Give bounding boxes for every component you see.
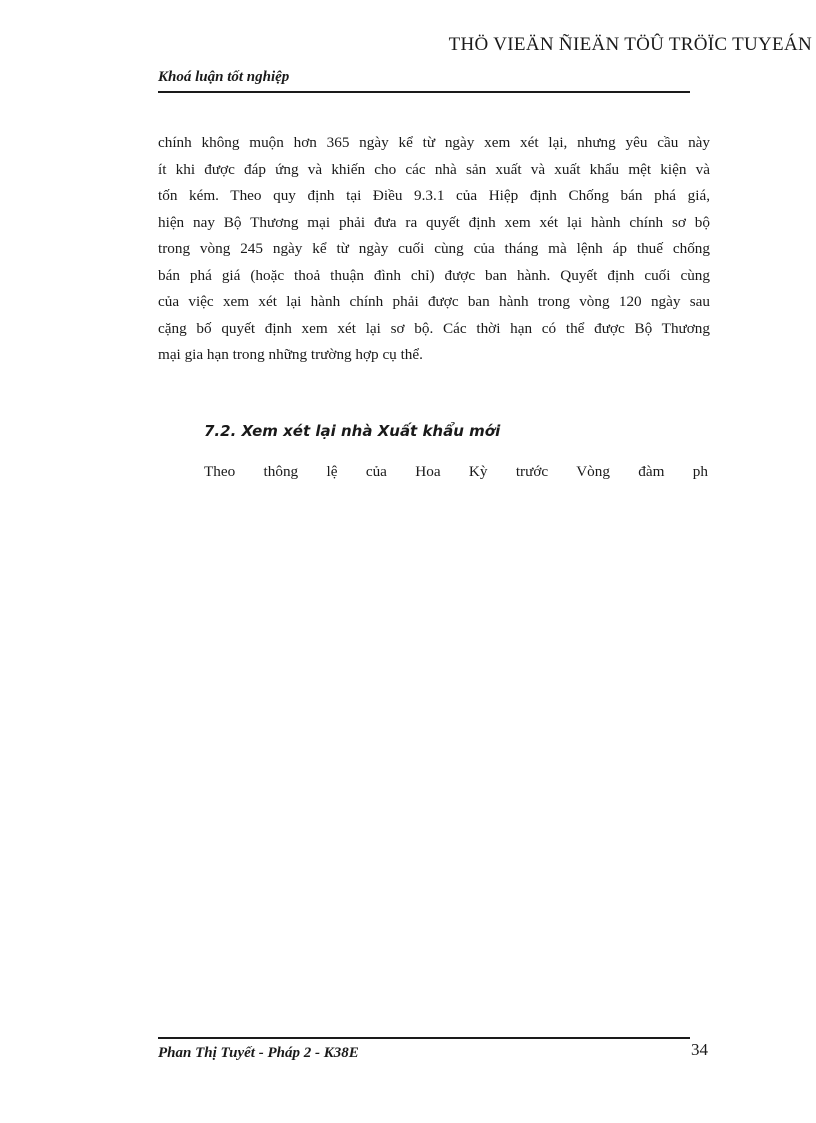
body-line: mại gia hạn trong những trường hợp cụ thể. <box>158 346 423 363</box>
footer-author: Phan Thị Tuyết - Pháp 2 - K38E <box>158 1045 359 1061</box>
body-paragraph <box>158 130 710 369</box>
page-number: 34 <box>691 1040 708 1059</box>
watermark-text: THÖ VIEÄN ÑIEÄN TÖÛ TRÖÏC TUYEÁN <box>448 34 812 55</box>
footer-divider <box>158 1037 690 1039</box>
body-line: trong vòng 245 ngày kể từ ngày cuối cùng của tháng mà lệnh áp thuế chống <box>158 240 710 257</box>
header-divider <box>158 91 690 93</box>
body-line: ít khi được đáp ứng và khiến cho các nhà sản xuất và xuất khẩu mệt kiện và <box>158 160 710 178</box>
header-title: Khoá luận tốt nghiệp <box>158 69 290 85</box>
body-line: bán phá giá (hoặc thoả thuận đình chỉ) được ban hành. Quyết định cuối cùng <box>158 266 710 284</box>
section-heading: 7.2. Xem xét lại nhà Xuất khẩu mới <box>204 422 501 440</box>
body-line: tốn kém. Theo quy định tại Điều 9.3.1 của Hiệp định Chống bán phá giá, <box>158 187 710 204</box>
body-line: chính không muộn hơn 365 ngày kể từ ngày xem xét lại, nhưng yêu cầu này <box>158 134 710 151</box>
body-line: của việc xem xét lại hành chính phải được ban hành trong vòng 120 ngày sau <box>158 293 710 310</box>
body-line: cặng bố quyết định xem xét lại sơ bộ. Các thời hạn có thể được Bộ Thương <box>158 319 710 337</box>
body-line: hiện nay Bộ Thương mại phải đưa ra quyết định xem xét lại hành chính sơ bộ <box>158 213 710 231</box>
section-first-line: Theo thông lệ của Hoa Kỳ trước Vòng đàm ph <box>204 463 708 480</box>
